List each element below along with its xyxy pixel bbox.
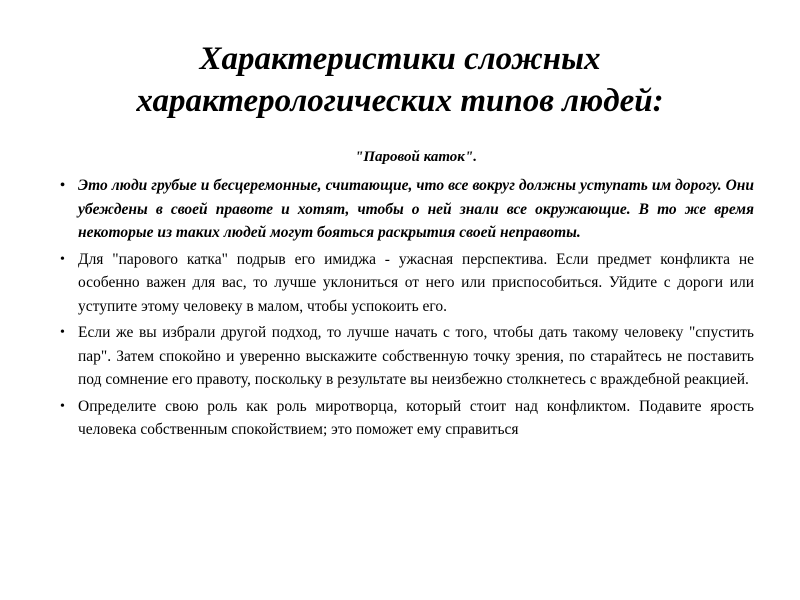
bullet-dot-icon: • [60, 398, 65, 414]
bullet-item-let-off-steam [60, 321, 754, 392]
bullet-item-peacemaker [60, 395, 754, 442]
bullet-text: Это люди грубые и бесцеремонные, считающие, что все вокруг должны уступать им дорогу. Они убеждены в своей правоте и хотят, чтобы о ней знали все окружающие. В то же время некоторые из таких людей могут бояться раскрытия своей неправоты. [78, 177, 754, 241]
bullet-dot-icon: • [60, 325, 65, 340]
bullet-dot-icon: • [60, 251, 65, 267]
bullet-dot-icon: • [60, 178, 65, 193]
bullet-item-description [60, 174, 754, 245]
bullet-text: Определите свою роль как роль миротворца, который стоит над конфликтом. Подавите ярость человека собственным спокойствием; это поможет ему справиться [78, 397, 754, 438]
bullet-text: Если же вы избрали другой подход, то лучше начать с того, чтобы дать такому человеку "спустить пар". Затем спокойно и уверенно выскажите собственную точку зрения, по старайтесь не поставить под сомнение его правоту, поскольку в результате вы неизбежно столкнетесь с враждебной реакцией. [78, 324, 754, 388]
slide-title [60, 38, 740, 122]
title-line-1: Характеристики сложных [199, 41, 601, 77]
bullet-text: Для "парового катка" подрыв его имиджа - ужасная перспектива. Если предмет конфликта не особенно важен для вас, то лучше уклониться от него или приспособиться. Уйдите с дороги или уступите этому человеку в малом, чтобы успокоить его. [78, 250, 754, 315]
title-line-2: характерологических типов людей: [136, 83, 664, 119]
bullet-item-avoid [60, 248, 754, 319]
section-subtitle: "Паровой каток". [355, 149, 477, 165]
bullet-list [60, 174, 754, 445]
